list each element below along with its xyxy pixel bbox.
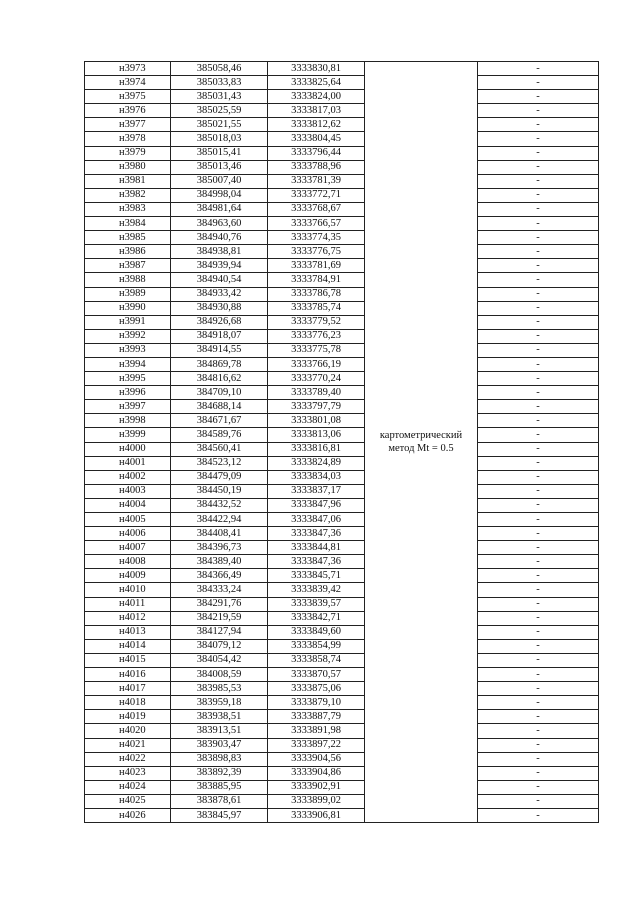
x-coordinate-cell: 384981,64 [171,202,268,216]
x-coordinate-cell: 385013,46 [171,160,268,174]
point-name-cell: н3985 [85,231,171,245]
accuracy-cell: - [478,343,599,357]
y-coordinate-cell: 3333906,81 [268,808,365,822]
point-name-cell: н3993 [85,343,171,357]
table-row [85,710,599,724]
accuracy-cell: - [478,513,599,527]
accuracy-cell: - [478,273,599,287]
point-name-cell: н4004 [85,498,171,512]
y-coordinate-cell: 3333845,71 [268,569,365,583]
x-coordinate-cell: 384933,42 [171,287,268,301]
y-coordinate-cell: 3333902,91 [268,780,365,794]
y-coordinate-cell: 3333879,10 [268,696,365,710]
y-coordinate-cell: 3333904,56 [268,752,365,766]
point-name-cell: н3988 [85,273,171,287]
accuracy-cell: - [478,653,599,667]
point-name-cell: н4018 [85,696,171,710]
y-coordinate-cell: 3333837,17 [268,484,365,498]
table-row [85,625,599,639]
point-name-cell: н4014 [85,639,171,653]
y-coordinate-cell: 3333839,57 [268,597,365,611]
table-row [85,90,599,104]
accuracy-cell: - [478,794,599,808]
table-row [85,513,599,527]
point-name-cell: н4007 [85,541,171,555]
y-coordinate-cell: 3333875,06 [268,682,365,696]
x-coordinate-cell: 385007,40 [171,174,268,188]
accuracy-cell: - [478,498,599,512]
x-coordinate-cell: 384450,19 [171,484,268,498]
point-name-cell: н4010 [85,583,171,597]
accuracy-cell: - [478,484,599,498]
y-coordinate-cell: 3333824,89 [268,456,365,470]
y-coordinate-cell: 3333849,60 [268,625,365,639]
accuracy-cell: - [478,456,599,470]
point-name-cell: н3987 [85,259,171,273]
table-row [85,456,599,470]
x-coordinate-cell: 383892,39 [171,766,268,780]
x-coordinate-cell: 384816,62 [171,372,268,386]
x-coordinate-cell: 384963,60 [171,217,268,231]
accuracy-cell: - [478,527,599,541]
point-name-cell: н3981 [85,174,171,188]
table-row [85,259,599,273]
x-coordinate-cell: 384079,12 [171,639,268,653]
table-row [85,724,599,738]
y-coordinate-cell: 3333781,39 [268,174,365,188]
table-row [85,766,599,780]
accuracy-cell: - [478,710,599,724]
point-name-cell: н4023 [85,766,171,780]
y-coordinate-cell: 3333788,96 [268,160,365,174]
accuracy-cell: - [478,287,599,301]
table-row [85,400,599,414]
y-coordinate-cell: 3333891,98 [268,724,365,738]
table-row [85,808,599,822]
x-coordinate-cell: 384940,76 [171,231,268,245]
y-coordinate-cell: 3333834,03 [268,470,365,484]
x-coordinate-cell: 384709,10 [171,386,268,400]
table-row [85,62,599,76]
accuracy-cell: - [478,808,599,822]
point-name-cell: н4006 [85,527,171,541]
table-row [85,146,599,160]
x-coordinate-cell: 383985,53 [171,682,268,696]
accuracy-cell: - [478,583,599,597]
table-row [85,597,599,611]
table-row [85,118,599,132]
y-coordinate-cell: 3333847,96 [268,498,365,512]
point-name-cell: н4003 [85,484,171,498]
table-row [85,188,599,202]
point-name-cell: н4020 [85,724,171,738]
point-name-cell: н4026 [85,808,171,822]
table-row [85,76,599,90]
y-coordinate-cell: 3333897,22 [268,738,365,752]
x-coordinate-cell: 385021,55 [171,118,268,132]
point-name-cell: н4002 [85,470,171,484]
table-row [85,104,599,118]
x-coordinate-cell: 384688,14 [171,400,268,414]
accuracy-cell: - [478,668,599,682]
y-coordinate-cell: 3333797,79 [268,400,365,414]
point-name-cell: н4013 [85,625,171,639]
accuracy-cell: - [478,76,599,90]
accuracy-cell: - [478,118,599,132]
accuracy-cell: - [478,217,599,231]
accuracy-cell: - [478,62,599,76]
x-coordinate-cell: 384422,94 [171,513,268,527]
point-name-cell: н3991 [85,315,171,329]
y-coordinate-cell: 3333772,71 [268,188,365,202]
point-name-cell: н3998 [85,414,171,428]
accuracy-cell: - [478,597,599,611]
table-row [85,428,599,442]
point-name-cell: н3986 [85,245,171,259]
point-name-cell: н3992 [85,329,171,343]
table-row [85,583,599,597]
point-name-cell: н4009 [85,569,171,583]
accuracy-cell: - [478,231,599,245]
x-coordinate-cell: 384008,59 [171,668,268,682]
y-coordinate-cell: 3333766,57 [268,217,365,231]
x-coordinate-cell: 384219,59 [171,611,268,625]
accuracy-cell: - [478,315,599,329]
accuracy-cell: - [478,245,599,259]
y-coordinate-cell: 3333847,36 [268,555,365,569]
table-row [85,132,599,146]
x-coordinate-cell: 384333,24 [171,583,268,597]
y-coordinate-cell: 3333887,79 [268,710,365,724]
accuracy-cell: - [478,400,599,414]
coordinates-table [84,61,599,823]
table-row [85,682,599,696]
table-row [85,329,599,343]
y-coordinate-cell: 3333776,23 [268,329,365,343]
table-row [85,498,599,512]
x-coordinate-cell: 384918,07 [171,329,268,343]
table-row [85,372,599,386]
x-coordinate-cell: 383845,97 [171,808,268,822]
table-row [85,217,599,231]
x-coordinate-cell: 384869,78 [171,357,268,371]
y-coordinate-cell: 3333847,06 [268,513,365,527]
table-row [85,357,599,371]
point-name-cell: н4008 [85,555,171,569]
y-coordinate-cell: 3333812,62 [268,118,365,132]
accuracy-cell: - [478,752,599,766]
x-coordinate-cell: 383903,47 [171,738,268,752]
table-row [85,174,599,188]
table-row [85,245,599,259]
y-coordinate-cell: 3333775,78 [268,343,365,357]
point-name-cell: н4001 [85,456,171,470]
x-coordinate-cell: 384560,41 [171,442,268,456]
x-coordinate-cell: 384926,68 [171,315,268,329]
table-row [85,202,599,216]
accuracy-cell: - [478,414,599,428]
table-row [85,569,599,583]
y-coordinate-cell: 3333789,40 [268,386,365,400]
accuracy-cell: - [478,160,599,174]
point-name-cell: н3979 [85,146,171,160]
x-coordinate-cell: 384589,76 [171,428,268,442]
accuracy-cell: - [478,202,599,216]
x-coordinate-cell: 384366,49 [171,569,268,583]
y-coordinate-cell: 3333899,02 [268,794,365,808]
accuracy-cell: - [478,146,599,160]
table-row [85,555,599,569]
y-coordinate-cell: 3333804,45 [268,132,365,146]
accuracy-cell: - [478,132,599,146]
x-coordinate-cell: 384127,94 [171,625,268,639]
point-name-cell: н3999 [85,428,171,442]
method-line-1: картометрический [379,430,463,442]
accuracy-cell: - [478,442,599,456]
point-name-cell: н3983 [85,202,171,216]
point-name-cell: н3982 [85,188,171,202]
table-row [85,160,599,174]
x-coordinate-cell: 385015,41 [171,146,268,160]
accuracy-cell: - [478,696,599,710]
point-name-cell: н3984 [85,217,171,231]
y-coordinate-cell: 3333842,71 [268,611,365,625]
accuracy-cell: - [478,724,599,738]
point-name-cell: н4019 [85,710,171,724]
x-coordinate-cell: 384479,09 [171,470,268,484]
y-coordinate-cell: 3333776,75 [268,245,365,259]
y-coordinate-cell: 3333766,19 [268,357,365,371]
table-row [85,231,599,245]
y-coordinate-cell: 3333830,81 [268,62,365,76]
point-name-cell: н4022 [85,752,171,766]
accuracy-cell: - [478,188,599,202]
accuracy-cell: - [478,555,599,569]
y-coordinate-cell: 3333817,03 [268,104,365,118]
point-name-cell: н3977 [85,118,171,132]
x-coordinate-cell: 384930,88 [171,301,268,315]
table-row [85,668,599,682]
point-name-cell: н4025 [85,794,171,808]
y-coordinate-cell: 3333824,00 [268,90,365,104]
x-coordinate-cell: 384291,76 [171,597,268,611]
x-coordinate-cell: 384998,04 [171,188,268,202]
y-coordinate-cell: 3333904,86 [268,766,365,780]
x-coordinate-cell: 383885,95 [171,780,268,794]
method-line-2: метод Mt = 0.5 [388,443,454,455]
accuracy-cell: - [478,639,599,653]
y-coordinate-cell: 3333858,74 [268,653,365,667]
table-row [85,315,599,329]
table-row [85,442,599,456]
accuracy-cell: - [478,357,599,371]
point-name-cell: н4021 [85,738,171,752]
point-name-cell: н3975 [85,90,171,104]
y-coordinate-cell: 3333813,06 [268,428,365,442]
y-coordinate-cell: 3333825,64 [268,76,365,90]
accuracy-cell: - [478,174,599,188]
point-name-cell: н4017 [85,682,171,696]
accuracy-cell: - [478,625,599,639]
x-coordinate-cell: 383898,83 [171,752,268,766]
table-row [85,653,599,667]
y-coordinate-cell: 3333796,44 [268,146,365,160]
table-row [85,738,599,752]
x-coordinate-cell: 384938,81 [171,245,268,259]
y-coordinate-cell: 3333816,81 [268,442,365,456]
point-name-cell: н4015 [85,653,171,667]
accuracy-cell: - [478,682,599,696]
table-row [85,696,599,710]
x-coordinate-cell: 384054,42 [171,653,268,667]
x-coordinate-cell: 384939,94 [171,259,268,273]
y-coordinate-cell: 3333870,57 [268,668,365,682]
table-row [85,386,599,400]
point-name-cell: н4011 [85,597,171,611]
x-coordinate-cell: 383938,51 [171,710,268,724]
y-coordinate-cell: 3333781,69 [268,259,365,273]
y-coordinate-cell: 3333779,52 [268,315,365,329]
table-row [85,611,599,625]
point-name-cell: н4000 [85,442,171,456]
accuracy-cell: - [478,104,599,118]
accuracy-cell: - [478,301,599,315]
point-name-cell: н3980 [85,160,171,174]
table-row [85,301,599,315]
y-coordinate-cell: 3333839,42 [268,583,365,597]
y-coordinate-cell: 3333854,99 [268,639,365,653]
y-coordinate-cell: 3333770,24 [268,372,365,386]
point-name-cell: н4016 [85,668,171,682]
accuracy-cell: - [478,329,599,343]
x-coordinate-cell: 384408,41 [171,527,268,541]
accuracy-cell: - [478,541,599,555]
y-coordinate-cell: 3333786,78 [268,287,365,301]
x-coordinate-cell: 383913,51 [171,724,268,738]
point-name-cell: н4024 [85,780,171,794]
accuracy-cell: - [478,259,599,273]
point-name-cell: н3994 [85,357,171,371]
point-name-cell: н3989 [85,287,171,301]
x-coordinate-cell: 385033,83 [171,76,268,90]
table-row [85,470,599,484]
y-coordinate-cell: 3333847,36 [268,527,365,541]
point-name-cell: н3976 [85,104,171,118]
point-name-cell: н3973 [85,62,171,76]
x-coordinate-cell: 385058,46 [171,62,268,76]
point-name-cell: н3978 [85,132,171,146]
table-row [85,541,599,555]
accuracy-cell: - [478,372,599,386]
table-row [85,752,599,766]
point-name-cell: н3990 [85,301,171,315]
method-cell [365,62,478,823]
x-coordinate-cell: 384671,67 [171,414,268,428]
x-coordinate-cell: 384389,40 [171,555,268,569]
y-coordinate-cell: 3333785,74 [268,301,365,315]
accuracy-cell: - [478,780,599,794]
y-coordinate-cell: 3333774,35 [268,231,365,245]
x-coordinate-cell: 384940,54 [171,273,268,287]
y-coordinate-cell: 3333768,67 [268,202,365,216]
y-coordinate-cell: 3333784,91 [268,273,365,287]
table-row [85,287,599,301]
point-name-cell: н3974 [85,76,171,90]
x-coordinate-cell: 384523,12 [171,456,268,470]
point-name-cell: н3996 [85,386,171,400]
x-coordinate-cell: 383959,18 [171,696,268,710]
point-name-cell: н3997 [85,400,171,414]
accuracy-cell: - [478,738,599,752]
accuracy-cell: - [478,470,599,484]
table-row [85,484,599,498]
accuracy-cell: - [478,569,599,583]
x-coordinate-cell: 384396,73 [171,541,268,555]
table-row [85,794,599,808]
table-row [85,527,599,541]
x-coordinate-cell: 385018,03 [171,132,268,146]
coordinates-table-body [85,62,599,823]
x-coordinate-cell: 383878,61 [171,794,268,808]
table-row [85,639,599,653]
point-name-cell: н3995 [85,372,171,386]
point-name-cell: н4005 [85,513,171,527]
y-coordinate-cell: 3333801,08 [268,414,365,428]
table-row [85,343,599,357]
accuracy-cell: - [478,766,599,780]
accuracy-cell: - [478,611,599,625]
accuracy-cell: - [478,386,599,400]
x-coordinate-cell: 384432,52 [171,498,268,512]
table-row [85,414,599,428]
table-row [85,273,599,287]
x-coordinate-cell: 385031,43 [171,90,268,104]
table-row [85,780,599,794]
point-name-cell: н4012 [85,611,171,625]
x-coordinate-cell: 384914,55 [171,343,268,357]
x-coordinate-cell: 385025,59 [171,104,268,118]
accuracy-cell: - [478,428,599,442]
accuracy-cell: - [478,90,599,104]
y-coordinate-cell: 3333844,81 [268,541,365,555]
